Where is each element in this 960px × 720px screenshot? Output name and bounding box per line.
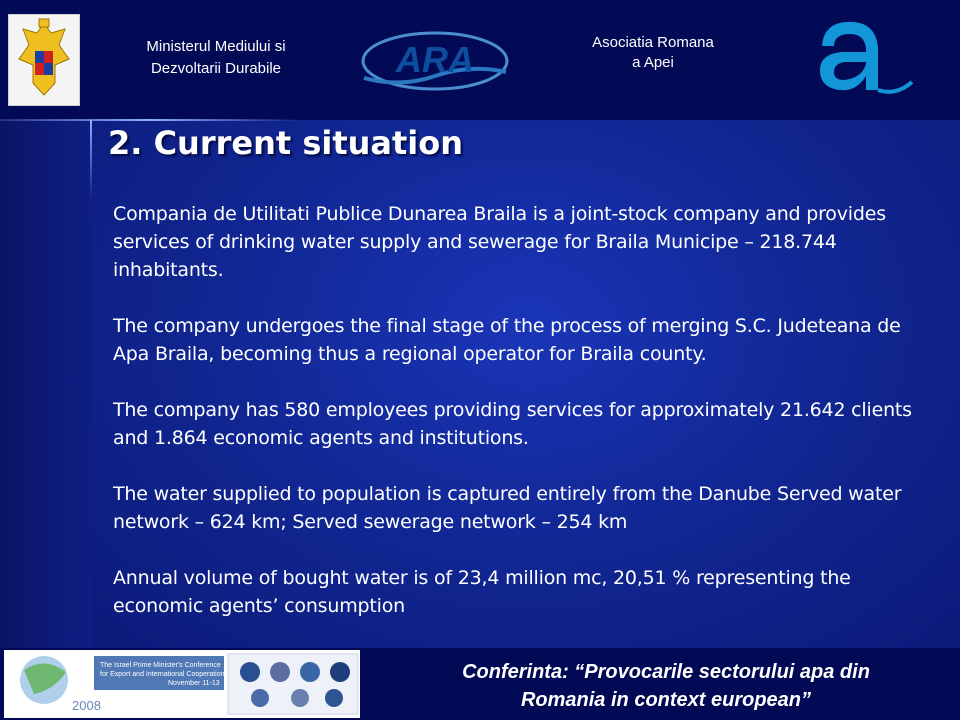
ara-logo-text: ARA (396, 39, 474, 80)
banner-conference-name-1: The Israel Prime Minister's Conference (100, 662, 221, 669)
banner-conference-name-2: for Export and International Cooperation (100, 671, 225, 678)
paragraph-merger: The company undergoes the final stage of the process of merging S.C. Judeteana de Apa Braila, becoming thus a regional operator for Braila county. (113, 315, 901, 365)
banner-year: 2008 (72, 698, 101, 713)
paragraph-employees: The company has 580 employees providing services for approximately 21.642 clients and 1.864 economic agents and institutions. (113, 399, 912, 449)
romania-crest-icon (8, 14, 80, 106)
ara-logo (360, 26, 510, 96)
apa-a-logo-icon (812, 16, 916, 98)
paragraph-water-source: The water supplied to population is captured entirely from the Danube Served water network – 624 km; Served sewerage network – 254 km (113, 483, 902, 533)
left-band (0, 120, 92, 648)
conference-banner (4, 650, 360, 718)
ministry-name: Ministerul Mediului si Dezvoltarii Durabile (146, 38, 286, 77)
header-divider (0, 119, 300, 121)
vertical-accent (90, 120, 92, 200)
slide-title: 2. Current situation (108, 124, 464, 162)
paragraph-annual-volume: Annual volume of bought water is of 23,4 million mc, 20,51 % representing the economic agents’ consumption (113, 567, 851, 617)
association-name: Asociatia Romana a Apei (592, 34, 714, 71)
conference-title: Conferinta: “Provocarile sectorului apa din Romania in context european” (462, 661, 870, 711)
banner-dates: November 11-13 (168, 680, 220, 687)
paragraph-company: Compania de Utilitati Publice Dunarea Braila is a joint-stock company and provides services of drinking water supply and sewerage for Braila Municipe – 218.744 inhabitants. (113, 203, 886, 281)
slide-body (113, 200, 923, 648)
